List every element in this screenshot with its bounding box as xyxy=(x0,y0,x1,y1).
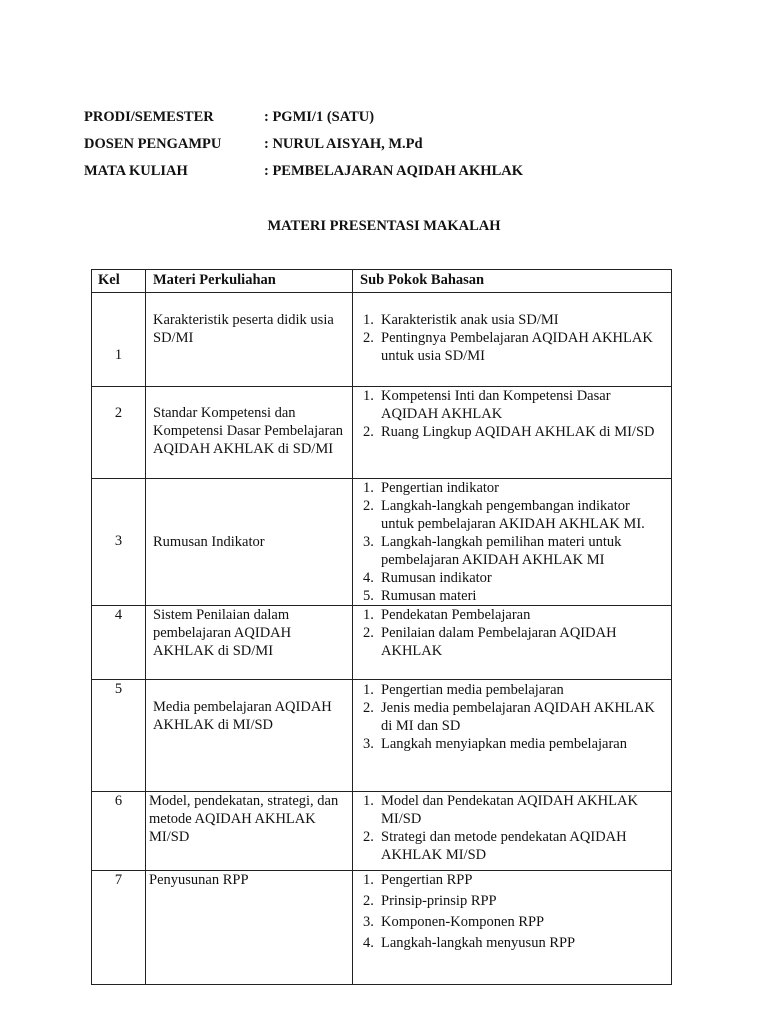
materi-cell xyxy=(146,606,353,680)
materi-text: Rumusan Indikator xyxy=(153,534,265,550)
sub-list xyxy=(363,871,665,952)
kel-number: 4 xyxy=(114,607,123,623)
kel-cell xyxy=(92,680,146,792)
sub-cell xyxy=(353,792,672,871)
materi-text: Standar Kompetensi dan Kompetensi Dasar Pembelajaran AQIDAH AKHLAK di SD/MI xyxy=(153,405,344,457)
list-item: 2. Pentingnya Pembelajaran AQIDAH AKHLAK untuk usia SD/MI xyxy=(363,330,653,364)
sub-cell xyxy=(353,680,672,792)
materi-cell xyxy=(146,293,353,387)
sub-list xyxy=(363,680,665,753)
list-item: 3. Komponen-Komponen RPP xyxy=(363,914,545,930)
materi-cell xyxy=(146,680,353,792)
list-item: 4. Langkah-langkah menyusun RPP xyxy=(363,935,576,951)
list-item: 2. Penilaian dalam Pembelajaran AQIDAH AKHLAK xyxy=(363,625,617,659)
list-item: 2. Ruang Lingkup AQIDAH AKHLAK di MI/SD xyxy=(363,424,655,440)
table-row xyxy=(92,387,672,479)
list-item: 3. Langkah menyiapkan media pembelajaran xyxy=(363,736,627,752)
table-row xyxy=(92,293,672,387)
header-label: MATA KULIAH xyxy=(84,163,188,179)
list-item: 2. Jenis media pembelajaran AQIDAH AKHLAK di MI dan SD xyxy=(363,700,655,734)
kel-number: 6 xyxy=(114,793,123,809)
materi-cell xyxy=(146,387,353,479)
list-item: 1. Pendekatan Pembelajaran xyxy=(363,607,531,623)
table-row xyxy=(92,606,672,680)
list-item: 1. Model dan Pendekatan AQIDAH AKHLAK MI/SD xyxy=(363,793,638,827)
materi-text: Media pembelajaran AQIDAH AKHLAK di MI/SD xyxy=(153,699,332,733)
list-item: 1. Pengertian RPP xyxy=(363,872,473,888)
table-row xyxy=(92,479,672,606)
list-item: 2. Prinsip-prinsip RPP xyxy=(363,893,497,909)
materi-text: Karakteristik peserta didik usia SD/MI xyxy=(153,312,334,346)
kel-number: 5 xyxy=(114,681,123,697)
sub-cell xyxy=(353,387,672,479)
list-item: 1. Kompetensi Inti dan Kompetensi Dasar AQIDAH AKHLAK xyxy=(363,388,611,422)
sub-cell xyxy=(353,293,672,387)
header-label: DOSEN PENGAMPU xyxy=(84,136,222,152)
list-item: 1. Pengertian media pembelajaran xyxy=(363,682,564,698)
materi-table xyxy=(91,269,672,985)
kel-number: 3 xyxy=(114,533,123,549)
list-item: 4. Rumusan indikator xyxy=(363,570,492,586)
materi-text: Sistem Penilaian dalam pembelajaran AQIDAH AKHLAK di SD/MI xyxy=(153,607,292,659)
materi-text: Model, pendekatan, strategi, dan metode AQIDAH AKHLAK MI/SD xyxy=(149,793,339,845)
sub-list xyxy=(363,606,665,660)
sub-cell xyxy=(353,479,672,606)
header-row-matakuliah xyxy=(84,161,523,188)
header-row-prodi xyxy=(84,107,523,134)
document-title: MATERI PRESENTASI MAKALAH xyxy=(267,218,501,234)
kel-cell xyxy=(92,606,146,680)
table-row xyxy=(92,680,672,792)
sub-list xyxy=(363,387,665,441)
materi-cell xyxy=(146,479,353,606)
kel-cell xyxy=(92,479,146,606)
list-item: 2. Strategi dan metode pendekatan AQIDAH AKHLAK MI/SD xyxy=(363,829,627,863)
header-row-dosen xyxy=(84,134,523,161)
sub-list xyxy=(363,792,665,864)
sub-cell xyxy=(353,606,672,680)
kel-number: 7 xyxy=(114,872,123,888)
kel-cell xyxy=(92,293,146,387)
column-header-sub: Sub Pokok Bahasan xyxy=(353,270,672,293)
table-header-row xyxy=(92,270,672,293)
sub-list xyxy=(363,293,665,365)
document-header xyxy=(84,107,523,188)
list-item: 1. Karakteristik anak usia SD/MI xyxy=(363,312,559,328)
materi-text: Penyusunan RPP xyxy=(149,872,249,888)
materi-cell xyxy=(146,792,353,871)
materi-cell xyxy=(146,871,353,985)
header-value: : PGMI/1 (SATU) xyxy=(264,109,375,125)
sub-cell xyxy=(353,871,672,985)
sub-list xyxy=(363,479,665,605)
kel-cell xyxy=(92,792,146,871)
list-item: 3. Langkah-langkah pemilihan materi untuk pembelajaran AKIDAH AKHLAK MI xyxy=(363,534,622,568)
column-header-kel: Kel xyxy=(92,270,146,293)
list-item: 1. Pengertian indikator xyxy=(363,480,499,496)
kel-number: 1 xyxy=(114,347,123,363)
kel-cell xyxy=(92,871,146,985)
column-header-materi: Materi Perkuliahan xyxy=(146,270,353,293)
table-row xyxy=(92,871,672,985)
list-item: 5. Rumusan materi xyxy=(363,588,477,604)
kel-number: 2 xyxy=(114,405,123,421)
header-label: PRODI/SEMESTER xyxy=(84,109,214,125)
list-item: 2. Langkah-langkah pengembangan indikator untuk pembelajaran AKIDAH AKHLAK MI. xyxy=(363,498,645,532)
header-value: : PEMBELAJARAN AQIDAH AKHLAK xyxy=(264,163,524,179)
table-row xyxy=(92,792,672,871)
kel-cell xyxy=(92,387,146,479)
header-value: : NURUL AISYAH, M.Pd xyxy=(264,136,423,152)
